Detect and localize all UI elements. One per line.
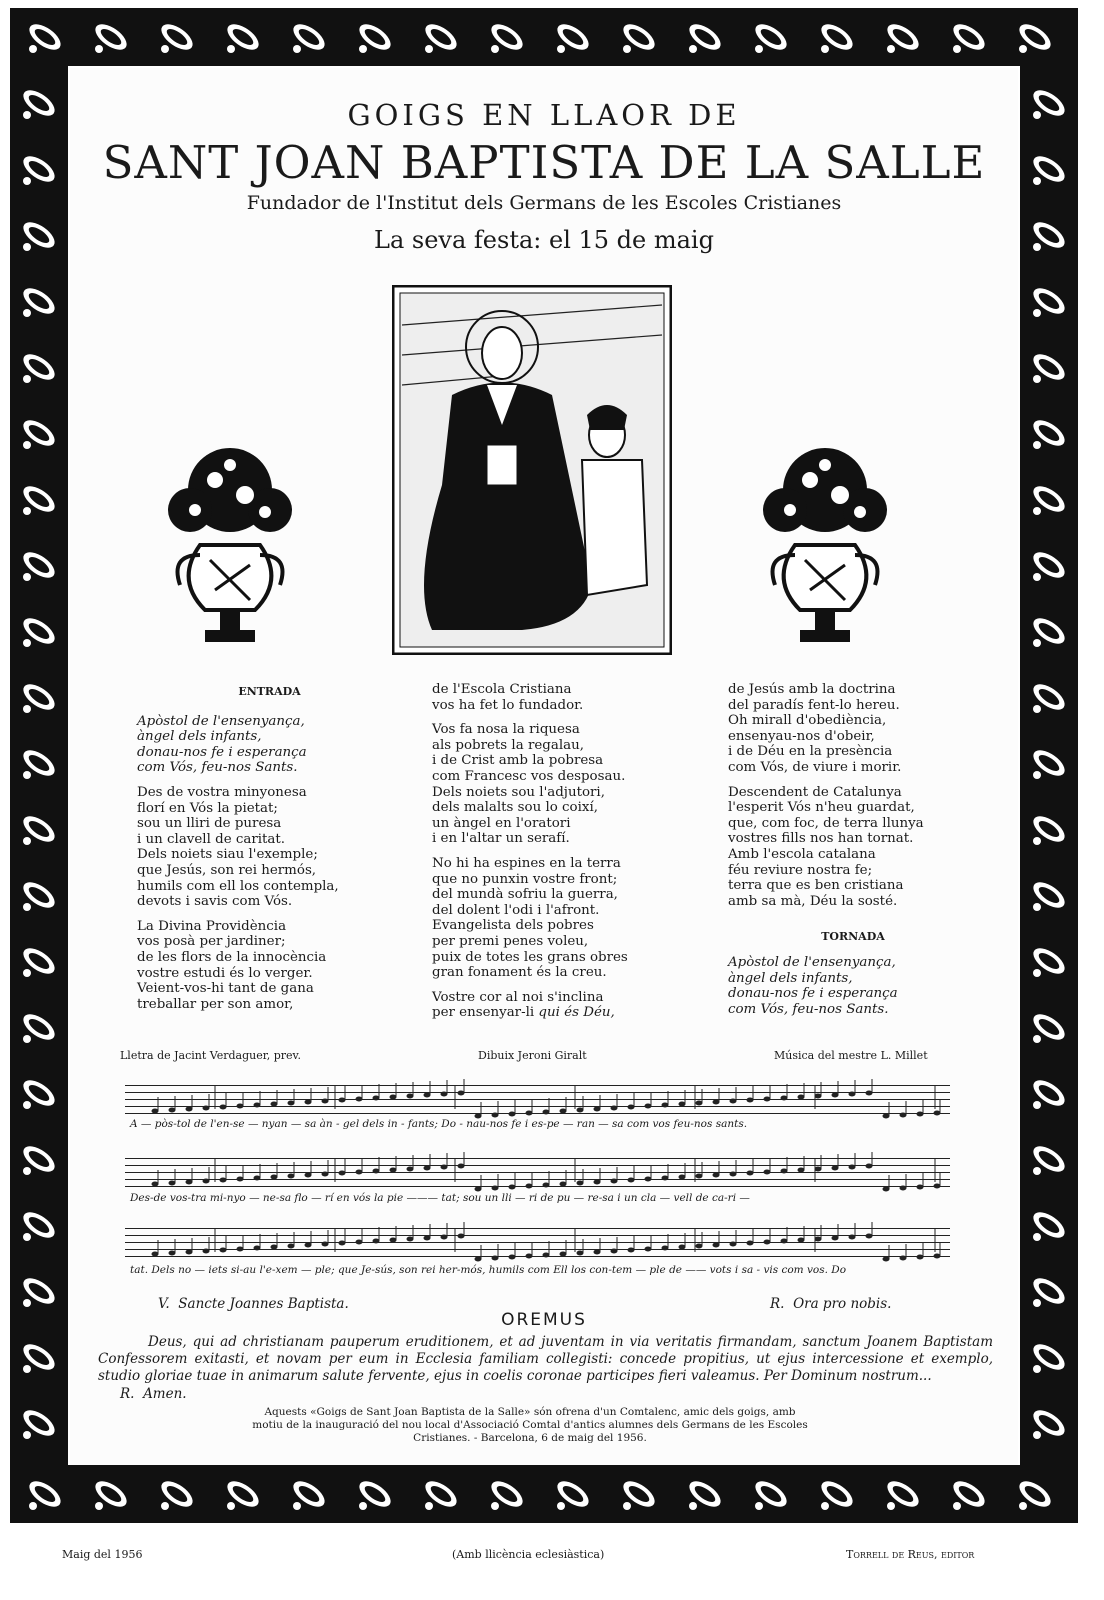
- note: [526, 1111, 533, 1116]
- response-mark: R.: [770, 1296, 785, 1312]
- note: [322, 1242, 329, 1247]
- stanza-line: ensenyau-nos d'obeir,: [728, 728, 875, 744]
- note: [934, 1254, 941, 1259]
- note: [781, 1169, 788, 1174]
- stanza-line: del paradís fent-lo hereu.: [728, 697, 900, 713]
- note: [594, 1180, 601, 1185]
- music-lyrics-3: tat. Dels no — iets si-au l'e-xem — ple; que Je-sús, son rei her-mós, humils com Ell los con-tem — ple de —— vots i sa - vis com vos. Do: [130, 1264, 847, 1276]
- response-mark: R.: [120, 1386, 135, 1402]
- stanza-line: de les flors de la innocència: [137, 949, 327, 965]
- note: [679, 1102, 686, 1107]
- note: [186, 1250, 193, 1255]
- tornada-stanza: [728, 955, 978, 1017]
- stanza-line: vostre estudi és lo verger.: [137, 965, 313, 981]
- feast-date: La seva festa: el 15 de maig: [374, 226, 714, 254]
- note: [917, 1255, 924, 1260]
- note: [730, 1172, 737, 1177]
- stanza-line: vos ha fet lo fundador.: [432, 697, 584, 713]
- note: [492, 1256, 499, 1261]
- note: [220, 1248, 227, 1253]
- stanza-line: Oh mirall d'obediència,: [728, 713, 887, 729]
- music-lyrics-1: A — pòs-tol de l'en-se — nyan — sa àn - gel dels in - fants; Do - nau-nos fe i es-pe — ran — sa com vos feu-nos sants.: [130, 1118, 748, 1130]
- note: [356, 1097, 363, 1102]
- amen-text: Amen.: [143, 1386, 187, 1402]
- note: [713, 1173, 720, 1178]
- note: [900, 1186, 907, 1191]
- note: [849, 1092, 856, 1097]
- note: [407, 1094, 414, 1099]
- note: [866, 1164, 873, 1169]
- note: [764, 1097, 771, 1102]
- note: [798, 1095, 805, 1100]
- flower-vase-left: [155, 440, 305, 650]
- stanza-line: als pobrets la regalau,: [432, 737, 584, 753]
- note: [934, 1111, 941, 1116]
- note: [441, 1235, 448, 1240]
- note: [322, 1172, 329, 1177]
- note: [628, 1248, 635, 1253]
- stanza-line: com Vós, feu-nos Sants.: [728, 1001, 889, 1017]
- note: [339, 1241, 346, 1246]
- page-title: SANT JOAN BAPTISTA DE LA SALLE: [102, 136, 986, 189]
- saint-illustration: [392, 285, 672, 655]
- versicle-mark: V.: [158, 1296, 170, 1312]
- note: [288, 1174, 295, 1179]
- stanza-line: de Jesús amb la doctrina: [728, 682, 896, 697]
- stanza-line: sou un lliri de puresa: [137, 816, 282, 832]
- note: [237, 1104, 244, 1109]
- stanza-line: Amb l'escola catalana: [728, 846, 876, 862]
- note: [696, 1174, 703, 1179]
- note: [815, 1237, 822, 1242]
- note: [560, 1252, 567, 1257]
- note: [798, 1168, 805, 1173]
- stanza-line: i un clavell de caritat.: [137, 831, 286, 847]
- music-notes: [125, 1078, 955, 1268]
- oremus-heading: OREMUS: [501, 1310, 587, 1330]
- note: [254, 1246, 261, 1251]
- note: [237, 1247, 244, 1252]
- stanza: [137, 785, 402, 910]
- note: [424, 1236, 431, 1241]
- stanza-line: donau-nos fe i esperança: [728, 986, 898, 1002]
- note: [730, 1242, 737, 1247]
- note: [169, 1251, 176, 1256]
- note: [458, 1091, 465, 1096]
- note: [254, 1103, 261, 1108]
- music-credit: Música del mestre L. Millet: [774, 1049, 928, 1062]
- poem-column-1: [137, 684, 402, 1021]
- note: [832, 1093, 839, 1098]
- note: [815, 1167, 822, 1172]
- note: [441, 1165, 448, 1170]
- stanza-line: per premi penes voleu,: [432, 933, 589, 949]
- note: [509, 1185, 516, 1190]
- stanza-line: i de Crist amb la pobresa: [432, 753, 604, 769]
- note: [373, 1096, 380, 1101]
- note: [288, 1244, 295, 1249]
- response-text: Ora pro nobis.: [793, 1296, 892, 1312]
- note: [543, 1110, 550, 1115]
- note: [747, 1171, 754, 1176]
- stanza-line: que no punxin vostre front;: [432, 871, 618, 887]
- note: [373, 1169, 380, 1174]
- note: [611, 1106, 618, 1111]
- stanza-line: [432, 1005, 692, 1021]
- note: [424, 1093, 431, 1098]
- note: [560, 1109, 567, 1114]
- note: [866, 1091, 873, 1096]
- note: [390, 1168, 397, 1173]
- stanza-line: Apòstol de l'ensenyança,: [137, 713, 305, 729]
- drawing-credit: Dibuix Jeroni Giralt: [478, 1049, 587, 1062]
- note: [747, 1098, 754, 1103]
- note: [492, 1186, 499, 1191]
- note: [220, 1178, 227, 1183]
- note: [237, 1177, 244, 1182]
- note: [883, 1187, 890, 1192]
- tornada-heading: TORNADA: [821, 930, 885, 944]
- stanza-line: La Divina Providència: [137, 918, 287, 934]
- note: [424, 1166, 431, 1171]
- note: [441, 1092, 448, 1097]
- stanza-line: àngel dels infants,: [728, 970, 853, 986]
- stanza: [432, 682, 692, 713]
- stanza-line: florí en Vós la pietat;: [137, 800, 278, 816]
- note: [696, 1244, 703, 1249]
- note: [475, 1257, 482, 1262]
- note: [883, 1257, 890, 1262]
- music-lyrics-2: Des-de vos-tra mi-nyo — ne-sa flo — rí en vós la pie ——— tat; sou un lli — ri de pu — re-sa i un cla — vell de ca-ri —: [130, 1192, 750, 1204]
- note: [730, 1099, 737, 1104]
- entrada-stanza: [137, 714, 402, 776]
- note: [271, 1245, 278, 1250]
- stanza-line: devots i savis com Vós.: [137, 894, 293, 910]
- flower-vase-right: [750, 440, 900, 650]
- versicle-text: Sancte Joannes Baptista.: [178, 1296, 349, 1312]
- stanzas-column-2: [432, 682, 692, 1005]
- note: [611, 1179, 618, 1184]
- footer-publisher: Torrell de Reus, editor: [846, 1548, 975, 1561]
- note: [169, 1181, 176, 1186]
- note: [679, 1175, 686, 1180]
- note: [305, 1243, 312, 1248]
- note: [866, 1234, 873, 1239]
- note: [203, 1179, 210, 1184]
- note: [271, 1102, 278, 1107]
- note: [526, 1184, 533, 1189]
- note: [458, 1234, 465, 1239]
- goigs-sheet: [70, 68, 1018, 1465]
- note: [577, 1251, 584, 1256]
- footer-date: Maig del 1956: [62, 1548, 143, 1561]
- stanza-line: l'esperit Vós n'heu guardat,: [728, 800, 915, 816]
- stanza-line: i de Déu en la presència: [728, 744, 893, 760]
- note: [900, 1256, 907, 1261]
- note: [509, 1255, 516, 1260]
- poem-column-2: [432, 682, 692, 1021]
- note: [628, 1178, 635, 1183]
- stanza-line: terra que es ben cristiana: [728, 878, 904, 894]
- stanza-line: que Jesús, son rei hermós,: [137, 862, 317, 878]
- note: [781, 1096, 788, 1101]
- note: [611, 1249, 618, 1254]
- stanza-line: de l'Escola Cristiana: [432, 682, 572, 697]
- lyrics-credit: Lletra de Jacint Verdaguer, prev.: [120, 1049, 301, 1062]
- note: [900, 1113, 907, 1118]
- note: [475, 1187, 482, 1192]
- stanza-line: del mundà sofriu la guerra,: [432, 887, 618, 903]
- note: [747, 1241, 754, 1246]
- note: [832, 1166, 839, 1171]
- note: [339, 1171, 346, 1176]
- stanza-line: gran fonament és la creu.: [432, 965, 607, 981]
- note: [203, 1249, 210, 1254]
- stanzas-column-3: [728, 682, 978, 909]
- note: [220, 1105, 227, 1110]
- note: [152, 1109, 159, 1114]
- note: [645, 1177, 652, 1182]
- note: [679, 1245, 686, 1250]
- note: [305, 1100, 312, 1105]
- note: [186, 1107, 193, 1112]
- stanza-line: com Francesc vos desposau.: [432, 768, 626, 784]
- note: [577, 1181, 584, 1186]
- stanza-line: vos posà per jardiner;: [137, 934, 286, 950]
- note: [713, 1243, 720, 1248]
- note: [628, 1105, 635, 1110]
- stanza-line: féu reviure nostra fe;: [728, 862, 873, 878]
- stanza-line: del dolent l'odi i l'afront.: [432, 902, 600, 918]
- note: [186, 1180, 193, 1185]
- note: [645, 1104, 652, 1109]
- stanza-line: dels malalts sou lo coixí,: [432, 800, 598, 816]
- note: [475, 1114, 482, 1119]
- stanza-line: Des de vostra minyonesa: [137, 784, 307, 800]
- stanza-line: un àngel en l'oratori: [432, 815, 571, 831]
- note: [407, 1167, 414, 1172]
- note: [815, 1094, 822, 1099]
- entrada-heading: ENTRADA: [238, 685, 301, 698]
- note: [662, 1103, 669, 1108]
- note: [594, 1107, 601, 1112]
- note: [152, 1182, 159, 1187]
- note: [305, 1173, 312, 1178]
- note: [526, 1254, 533, 1259]
- poem-column-3: [728, 682, 978, 1026]
- stanza-line: àngel dels infants,: [137, 729, 262, 745]
- note: [594, 1250, 601, 1255]
- stanza: [432, 990, 692, 1006]
- oremus-prayer: Deus, qui ad christianam pauperum eruditionem, et ad juventam in via veritatis firmandam, sanctum Joanem Baptistam Confessorem exitasti, et novam per eum in Ecclesia familiam collegisti: concede propitius, ut ejus intercessione et exemplo, studio gloriae tuae in animarum salute fervente, ejus in coelis coronae participes fieri valeamus. Per Dominum nostrum...: [98, 1334, 993, 1384]
- stanza-line: Vostre cor al noi s'inclina: [432, 989, 604, 1005]
- note: [492, 1113, 499, 1118]
- stanza-line: Descendent de Catalunya: [728, 784, 902, 800]
- note: [713, 1100, 720, 1105]
- stanza-line: Vos fa nosa la riquesa: [432, 722, 580, 738]
- note: [849, 1165, 856, 1170]
- note: [764, 1170, 771, 1175]
- stanza-line: Dels noiets sou l'adjutori,: [432, 784, 605, 800]
- stanza: [432, 856, 692, 981]
- stanza-line: vostres fills nos han tornat.: [728, 831, 914, 847]
- note: [917, 1185, 924, 1190]
- note: [390, 1238, 397, 1243]
- note: [577, 1108, 584, 1113]
- note: [288, 1101, 295, 1106]
- note: [254, 1176, 261, 1181]
- note: [356, 1170, 363, 1175]
- note: [373, 1239, 380, 1244]
- note: [917, 1112, 924, 1117]
- note: [662, 1176, 669, 1181]
- stanza-line: que, com foc, de terra llunya: [728, 815, 924, 831]
- note: [169, 1108, 176, 1113]
- note: [883, 1114, 890, 1119]
- subtitle: Fundador de l'Institut dels Germans de les Escoles Cristianes: [246, 192, 842, 214]
- dedication: Aquests «Goigs de Sant Joan Baptista de la Salle» són ofrena d'un Comtalenc, amic dels goigs, amb motiu de la inauguració del nou local d'Associació Comtal d'antics alumnes dels Germans de les Escoles Cristianes. - Barcelona, 6 de maig del 1956.: [252, 1406, 808, 1444]
- footer-license: (Amb llicència eclesiàstica): [452, 1548, 605, 1561]
- stanza-line: Dels noiets siau l'exemple;: [137, 847, 318, 863]
- stanzas-column-1: [137, 785, 402, 1012]
- stanza: [728, 682, 978, 776]
- note: [849, 1235, 856, 1240]
- stanza-line: com Vós, feu-nos Sants.: [137, 760, 298, 776]
- note: [832, 1236, 839, 1241]
- note: [645, 1247, 652, 1252]
- stanza-line: Evangelista dels pobres: [432, 918, 594, 934]
- note: [696, 1101, 703, 1106]
- note: [152, 1252, 159, 1257]
- stanza: [137, 919, 402, 1013]
- note: [322, 1099, 329, 1104]
- stanza: [432, 722, 692, 847]
- note: [764, 1240, 771, 1245]
- note: [407, 1237, 414, 1242]
- note: [356, 1240, 363, 1245]
- stanza-line: puix de totes les grans obres: [432, 949, 628, 965]
- stanza-line: com Vós, de viure i morir.: [728, 759, 902, 775]
- note: [781, 1239, 788, 1244]
- note: [203, 1106, 210, 1111]
- note: [543, 1183, 550, 1188]
- note: [934, 1184, 941, 1189]
- stanza-line: Veient-vos-hi tant de gana: [137, 981, 314, 997]
- note: [458, 1164, 465, 1169]
- note: [271, 1175, 278, 1180]
- stanza-line: donau-nos fe i esperança: [137, 744, 307, 760]
- note: [509, 1112, 516, 1117]
- note: [339, 1098, 346, 1103]
- note: [543, 1253, 550, 1258]
- note: [560, 1182, 567, 1187]
- stanza-line: i en l'altar un serafí.: [432, 831, 570, 847]
- note: [662, 1246, 669, 1251]
- line-text: per ensenyar-li: [432, 1005, 539, 1021]
- stanza-line: Apòstol de l'ensenyança,: [728, 954, 896, 970]
- amen: [120, 1386, 187, 1403]
- stanza-line: amb sa mà, Déu la sosté.: [728, 893, 898, 909]
- stanza-line: humils com ell los contempla,: [137, 878, 339, 894]
- stanza: [728, 785, 978, 910]
- title-line-1: GOIGS EN LLAOR DE: [347, 98, 741, 132]
- note: [390, 1095, 397, 1100]
- stanza-line: treballar per son amor,: [137, 996, 294, 1012]
- line-italic-text: qui és Déu,: [538, 1005, 615, 1021]
- stanza-line: No hi ha espines en la terra: [432, 855, 621, 871]
- note: [798, 1238, 805, 1243]
